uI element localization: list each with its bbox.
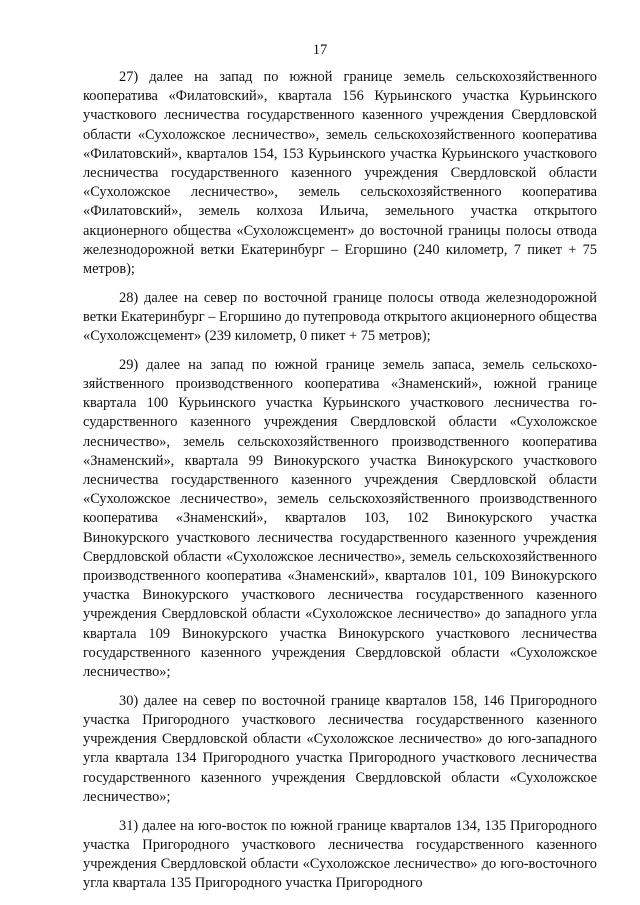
document-body xyxy=(83,68,597,903)
paragraph-27: 27) далее на запад по южной границе земель сельскохозяйственного кооператива «Филатовский», квартала 156 Курьинского участка Курьинского участкового лесничества государственного казенного учреждения Свердловской области «Сухоложское лесничество», земель сельскохозяйственного кооператива «Филатовский», кварталов 154, 153 Курьинского участка Курьинского участкового лесничества государственного казенного учреждения Свердловской области «Сухоложское лесничество», земель сельскохозяйственного кооператива «Филатовский», земель колхоза Ильича, земельного участка открытого акционерного общества «Сухоложсцемент» до восточной границы полосы отвода железнодорожной ветки Екатеринбург – Егоршино (240 километр, 7 пикет + 75 метров); xyxy=(83,69,597,278)
page-number: 17 xyxy=(312,42,328,58)
paragraph-29: 29) далее на запад по южной границе земель запаса, земель сельскохозяйственного производственного кооператива «Знаменский», южной границе квартала 100 Курьинского участка Курьинского участкового лесничества государственного казенного учреждения Свердловской области «Сухоложское лесничество», земель сельскохозяйственного производственного кооператива «Знаменский», квартала 99 Винокурского участка Винокурского участкового лесничества государственного казенного учреждения Свердловской области «Сухоложское лесничество», земель сельскохозяйственного производственного кооператива «Знаменский», кварталов 103, 102 Винокурского участка Винокурского участкового лесничества государственного казенного учреждения Свердловской области «Сухоложское лесничество», земель сельскохозяйственного производственного кооператива «Знаменский», кварталов 101, 109 Винокурского участка Винокурского участкового лесничества государственного казенного учреждения Свердловской области «Сухоложское лесничество» до западного угла квартала 109 Винокурского участка Винокурского участкового лесничества государственного казенного учреждения Свердловской области «Сухоложское лесничество»; xyxy=(83,356,597,681)
paragraph-30: 30) далее на север по восточной границе кварталов 158, 146 Пригородного участка Пригородного участкового лесничества государственного казенного учреждения Свердловской области «Сухоложское лесничество» до юго-западного угла квартала 134 Пригородного участка Пригородного участкового лесничества государственного казенного учреждения Свердловской области «Сухоложское лесничество»; xyxy=(83,692,597,805)
paragraph-28: 28) далее на север по восточной границе полосы отвода железнодорожной ветки Екатеринбург – Егоршино до путепровода открытого акционерного общества «Сухоложсцемент» (239 километр, 0 пикет + 75 метров); xyxy=(83,289,597,345)
paragraph-31: 31) далее на юго-восток по южной границе кварталов 134, 135 Пригородного участка Пригородного участкового лесничества государственного казенного учреждения Свердловской области «Сухоложское лесничество» до юго-восточного угла квартала 135 Пригородного участка Пригородного xyxy=(83,817,597,892)
